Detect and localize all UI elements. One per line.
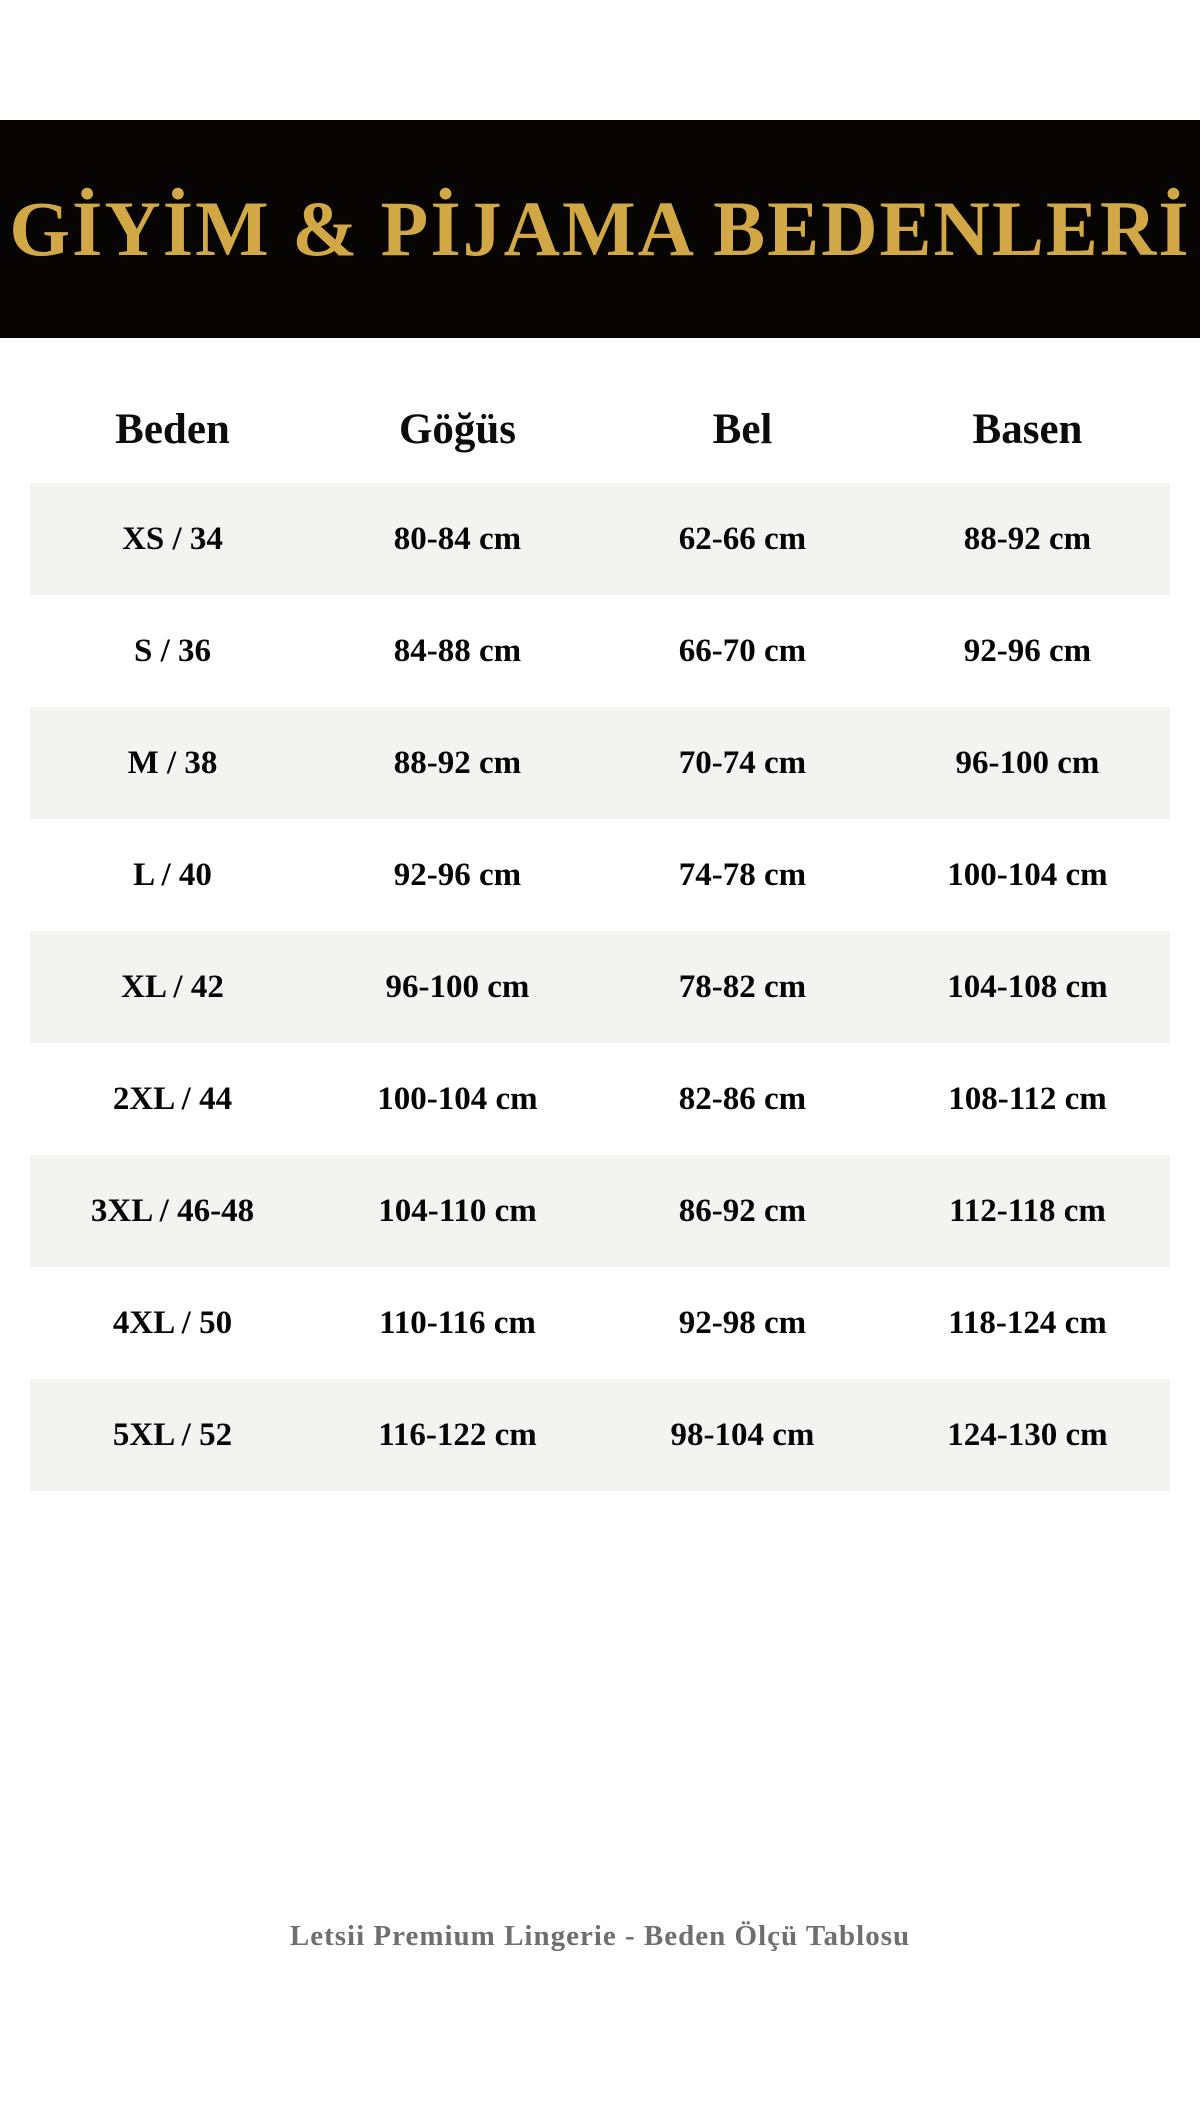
cell-basen: 104-108 cm	[947, 968, 1108, 1005]
cell-bel: 66-70 cm	[678, 632, 807, 669]
cell-gogus: 80-84 cm	[315, 477, 600, 596]
cell-beden: XL / 42	[121, 968, 224, 1005]
cell-basen: 108-112 cm	[948, 1080, 1107, 1117]
cell-bel: 86-92 cm	[678, 1192, 807, 1229]
table-row	[30, 819, 1170, 931]
cell-beden: 3XL / 46-48	[90, 1192, 255, 1229]
cell-beden: 5XL / 52	[112, 1416, 233, 1453]
header-row	[30, 404, 1170, 477]
cell-bel: 74-78 cm	[678, 856, 807, 893]
table-row	[30, 595, 1170, 707]
table-row	[30, 1267, 1170, 1379]
cell-basen: 100-104 cm	[947, 856, 1108, 893]
cell-beden: 4XL / 50	[112, 1304, 233, 1341]
cell-beden: 2XL / 44	[112, 1080, 233, 1117]
cell-beden: L / 40	[133, 856, 212, 893]
cell-basen: 112-118 cm	[949, 1192, 1106, 1229]
cell-beden: XS / 34	[30, 477, 315, 596]
cell-bel: 78-82 cm	[678, 968, 807, 1005]
cell-basen: 96-100 cm	[955, 744, 1100, 781]
header-basen: Basen	[885, 404, 1170, 477]
page-title: GİYİM & PİJAMA BEDENLERİ	[9, 185, 1191, 272]
header-gogus: Göğüs	[315, 404, 600, 477]
cell-bel: 82-86 cm	[678, 1080, 807, 1117]
table-row	[30, 1155, 1170, 1267]
table-row	[30, 1043, 1170, 1155]
cell-gogus: 92-96 cm	[393, 856, 522, 893]
cell-bel: 92-98 cm	[678, 1304, 807, 1341]
cell-basen: 124-130 cm	[947, 1416, 1108, 1453]
header-beden: Beden	[30, 404, 315, 477]
cell-gogus: 88-92 cm	[393, 744, 522, 781]
title-banner	[0, 120, 1200, 338]
cell-beden: M / 38	[127, 744, 218, 781]
cell-beden: S / 36	[133, 632, 212, 669]
size-chart	[30, 338, 1170, 1491]
table-row	[30, 477, 1170, 596]
cell-basen: 118-124 cm	[948, 1304, 1107, 1341]
table-row	[30, 1379, 1170, 1491]
cell-bel: 62-66 cm	[600, 477, 885, 596]
cell-basen: 88-92 cm	[885, 477, 1170, 596]
size-table	[30, 404, 1170, 1491]
cell-bel: 98-104 cm	[670, 1416, 815, 1453]
size-table-body	[30, 477, 1170, 1492]
cell-gogus: 96-100 cm	[385, 968, 530, 1005]
cell-basen: 92-96 cm	[963, 632, 1092, 669]
cell-gogus: 116-122 cm	[378, 1416, 537, 1453]
cell-bel: 70-74 cm	[678, 744, 807, 781]
header-bel: Bel	[600, 404, 885, 477]
footer-caption: Letsii Premium Lingerie - Beden Ölçü Tablosu	[289, 1920, 911, 1952]
cell-gogus: 110-116 cm	[379, 1304, 536, 1341]
table-row	[30, 931, 1170, 1043]
cell-gogus: 84-88 cm	[393, 632, 522, 669]
cell-gogus: 104-110 cm	[378, 1192, 537, 1229]
table-row	[30, 707, 1170, 819]
cell-gogus: 100-104 cm	[377, 1080, 538, 1117]
size-table-header	[30, 404, 1170, 477]
